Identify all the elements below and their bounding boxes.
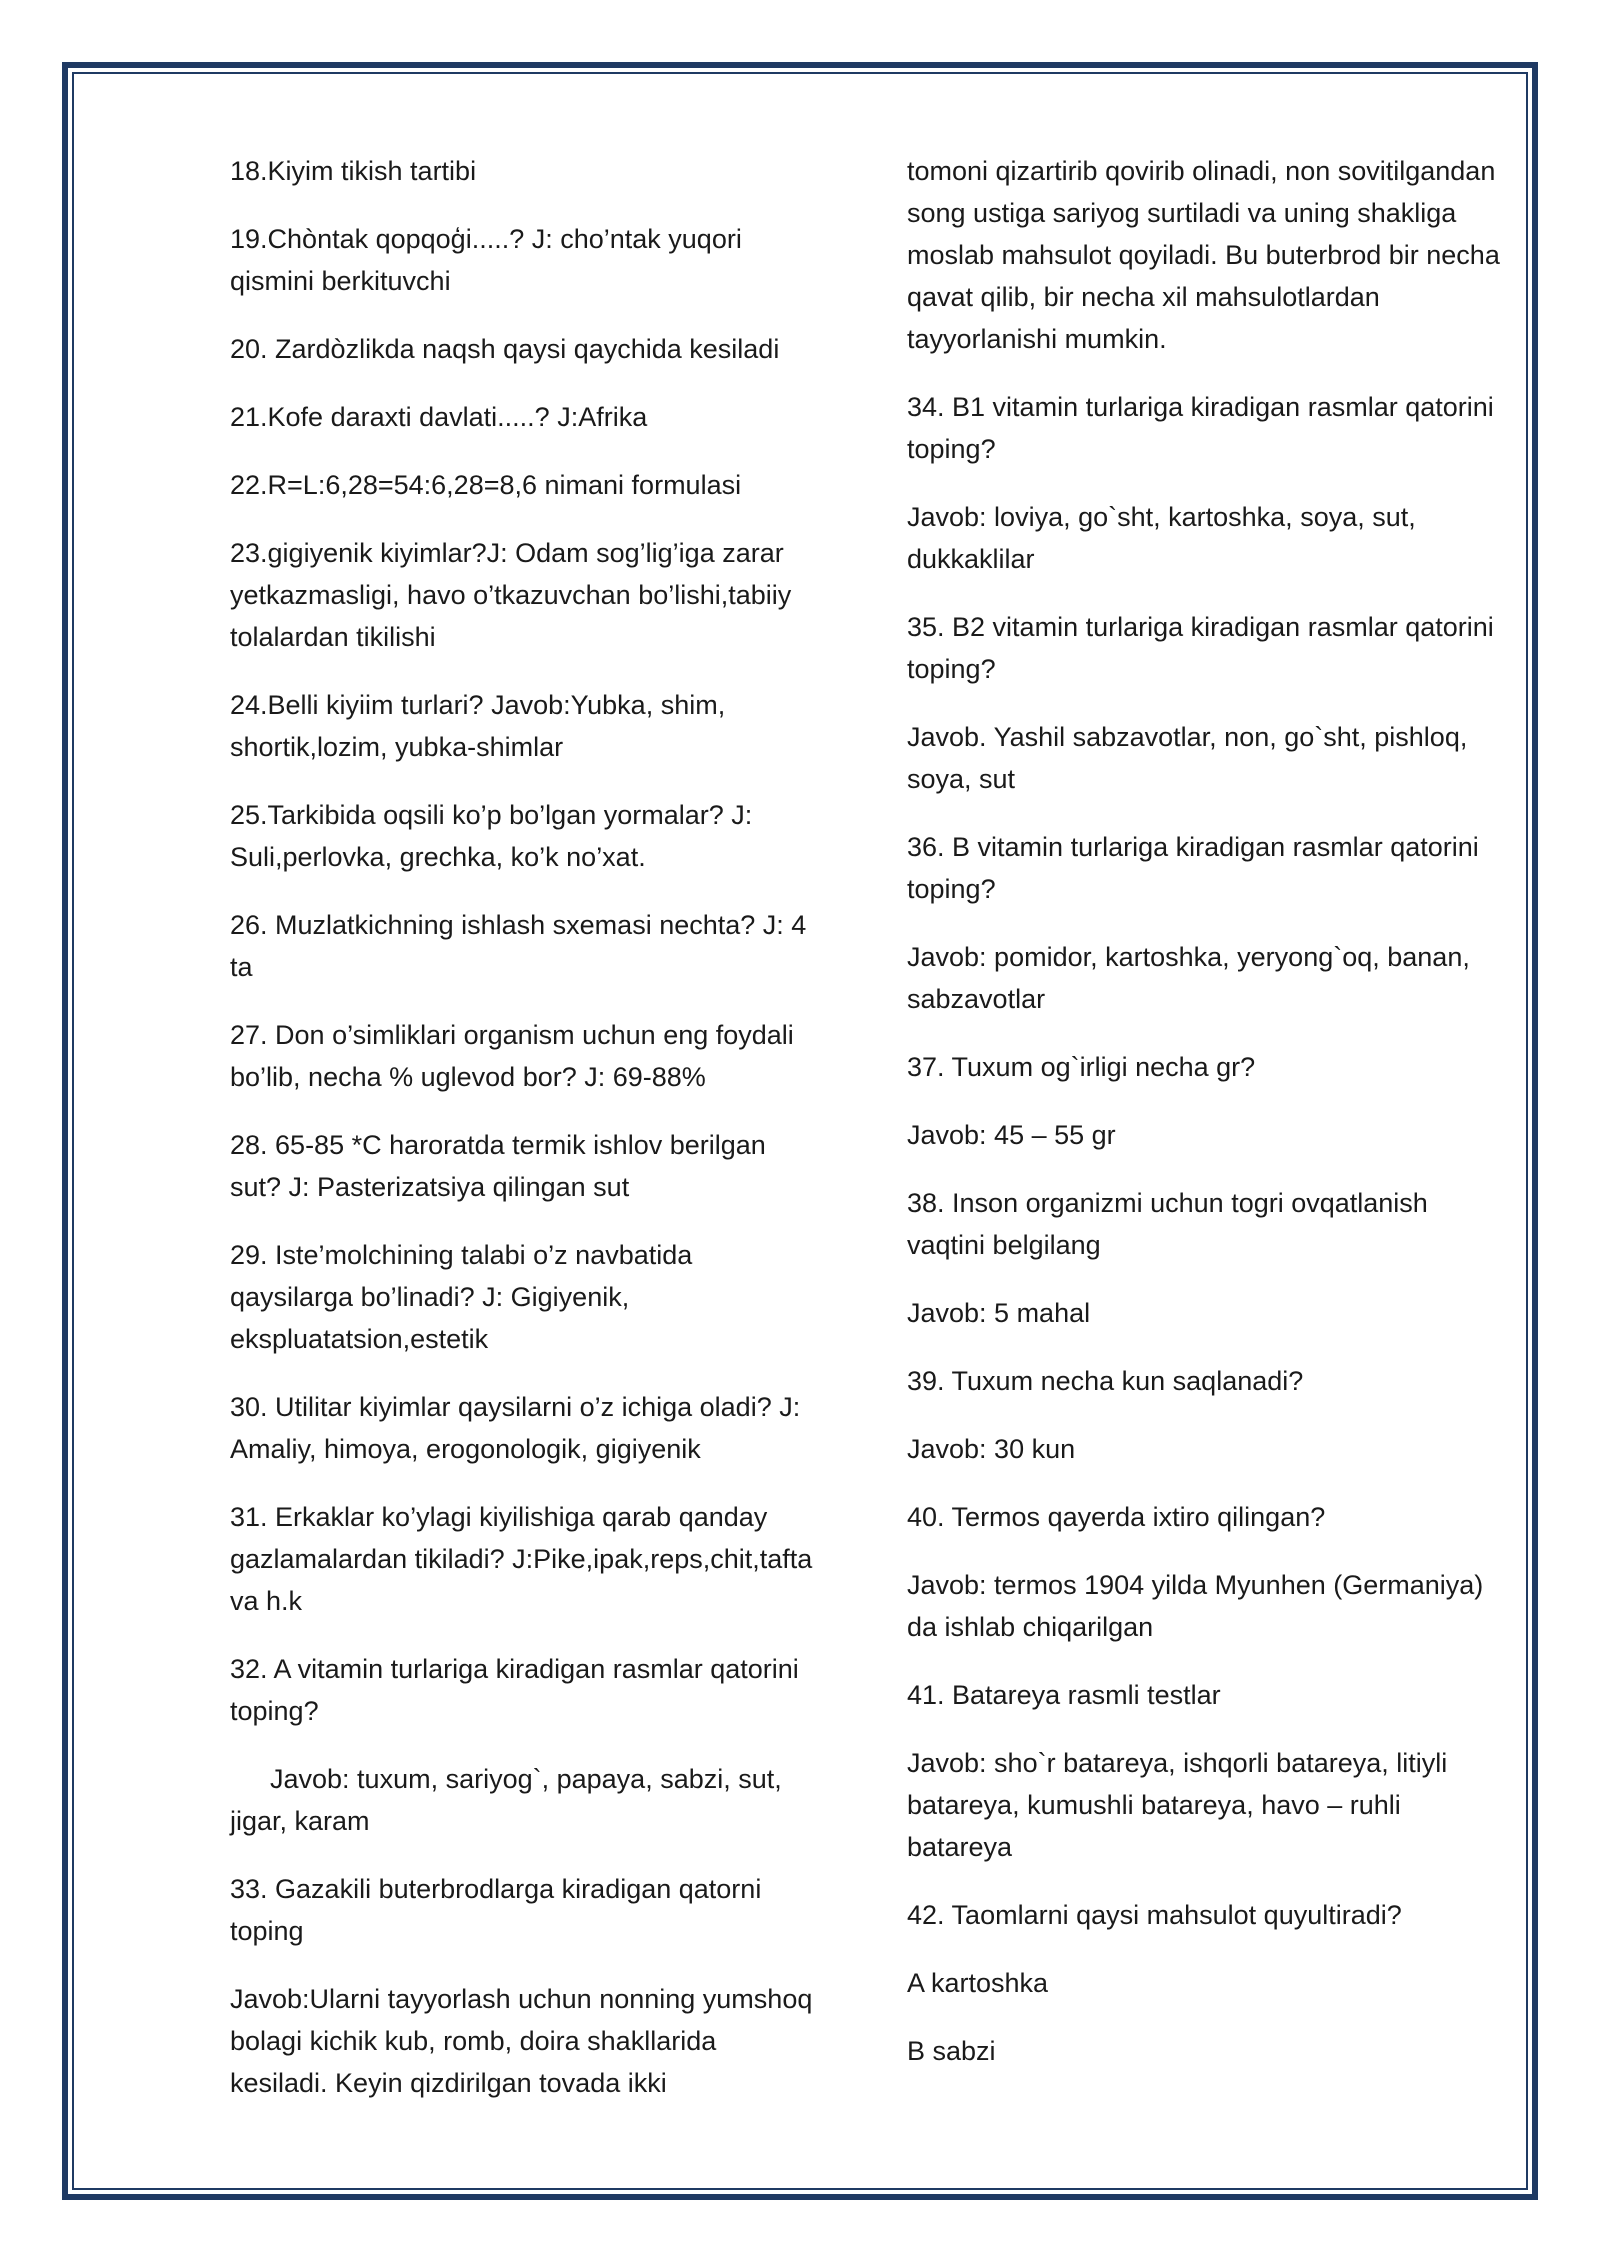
answer-33-start: Javob:Ularni tayyorlash uchun nonning yumshoq bolagi kichik kub, romb, doira shakllarida kesiladi. Keyin qizdirilgan tovada ikki (230, 1984, 813, 2098)
question-32: 32. A vitamin turlariga kiradigan rasmlar qatorini toping? (230, 1654, 799, 1726)
left-column (230, 150, 820, 2130)
answer-35: Javob. Yashil sabzavotlar, non, go`sht, pishloq, soya, sut (907, 722, 1468, 794)
option-b: B sabzi (907, 2036, 996, 2066)
answer-33-continued: tomoni qizartirib qovirib olinadi, non sovitilgandan song ustiga sariyog surtiladi va uning shakliga moslab mahsulot qoyiladi. Bu buterbrod bir necha qavat qilib, bir necha xil mahsulotlardan tayyorlanishi mumkin. (907, 156, 1500, 354)
question-18: 18.Kiyim tikish tartibi (230, 156, 477, 186)
answer-34: Javob: loviya, go`sht, kartoshka, soya, sut, dukkaklilar (907, 502, 1416, 574)
question-34: 34. B1 vitamin turlariga kiradigan rasmlar qatorini toping? (907, 392, 1494, 464)
question-23: 23.gigiyenik kiyimlar?J: Odam sog’lig’iga zarar yetkazmasligi, havo o’tkazuvchan bo’lishi,tabiiy tolalardan tikilishi (230, 538, 792, 652)
question-37: 37. Tuxum og`irligi necha gr? (907, 1052, 1256, 1082)
question-29: 29. Iste’molchining talabi o’z navbatida qaysilarga bo’linadi? J: Gigiyenik, ekspluatatsion,estetik (230, 1240, 693, 1354)
question-39: 39. Tuxum necha kun saqlanadi? (907, 1366, 1304, 1396)
question-24: 24.Belli kiyiim turlari? Javob:Yubka, shim, shortik,lozim, yubka-shimlar (230, 690, 726, 762)
question-33: 33. Gazakili buterbrodlarga kiradigan qatorni toping (230, 1874, 762, 1946)
question-20: 20. Zardòzlikda naqsh qaysi qaychida kesiladi (230, 334, 780, 364)
question-42: 42. Taomlarni qaysi mahsulot quyultiradi? (907, 1900, 1402, 1930)
question-21: 21.Kofe daraxti davlati.....? J:Afrika (230, 402, 648, 432)
answer-39: Javob: 30 kun (907, 1434, 1076, 1464)
answer-38: Javob: 5 mahal (907, 1298, 1091, 1328)
question-36: 36. B vitamin turlariga kiradigan rasmlar qatorini toping? (907, 832, 1479, 904)
answer-41: Javob: sho`r batareya, ishqorli batareya, litiyli batareya, kumushli batareya, havo – ruhli batareya (907, 1748, 1448, 1862)
option-a: A kartoshka (907, 1968, 1049, 1998)
right-column (907, 150, 1507, 2098)
question-26: 26. Muzlatkichning ishlash sxemasi nechta? J: 4 ta (230, 910, 807, 982)
question-27: 27. Don o’simliklari organism uchun eng foydali bo’lib, necha % uglevod bor? J: 69-88% (230, 1020, 794, 1092)
question-28: 28. 65-85 *C haroratda termik ishlov berilgan sut? J: Pasterizatsiya qilingan sut (230, 1130, 766, 1202)
answer-32: Javob: tuxum, sariyog`, papaya, sabzi, sut, jigar, karam (230, 1764, 782, 1836)
question-19: 19.Chòntak qopqoģi.....? J: cho’ntak yuqori qismini berkituvchi (230, 224, 742, 296)
answer-37: Javob: 45 – 55 gr (907, 1120, 1116, 1150)
question-22: 22.R=L:6,28=54:6,28=8,6 nimani formulasi (230, 470, 742, 500)
question-35: 35. B2 vitamin turlariga kiradigan rasmlar qatorini toping? (907, 612, 1494, 684)
question-30: 30. Utilitar kiyimlar qaysilarni o’z ichiga oladi? J: Amaliy, himoya, erogonologik, gigiyenik (230, 1392, 801, 1464)
question-41: 41. Batareya rasmli testlar (907, 1680, 1221, 1710)
question-31: 31. Erkaklar ko’ylagi kiyilishiga qarab qanday gazlamalardan tikiladi? J:Pike,ipak,reps,chit,tafta va h.k (230, 1502, 813, 1616)
answer-40: Javob: termos 1904 yilda Myunhen (Germaniya) da ishlab chiqarilgan (907, 1570, 1484, 1642)
answer-36: Javob: pomidor, kartoshka, yeryong`oq, banan, sabzavotlar (907, 942, 1470, 1014)
question-38: 38. Inson organizmi uchun togri ovqatlanish vaqtini belgilang (907, 1188, 1428, 1260)
question-25: 25.Tarkibida oqsili ko’p bo’lgan yormalar? J: Suli,perlovka, grechka, ko’k no’xat. (230, 800, 753, 872)
question-40: 40. Termos qayerda ixtiro qilingan? (907, 1502, 1326, 1532)
